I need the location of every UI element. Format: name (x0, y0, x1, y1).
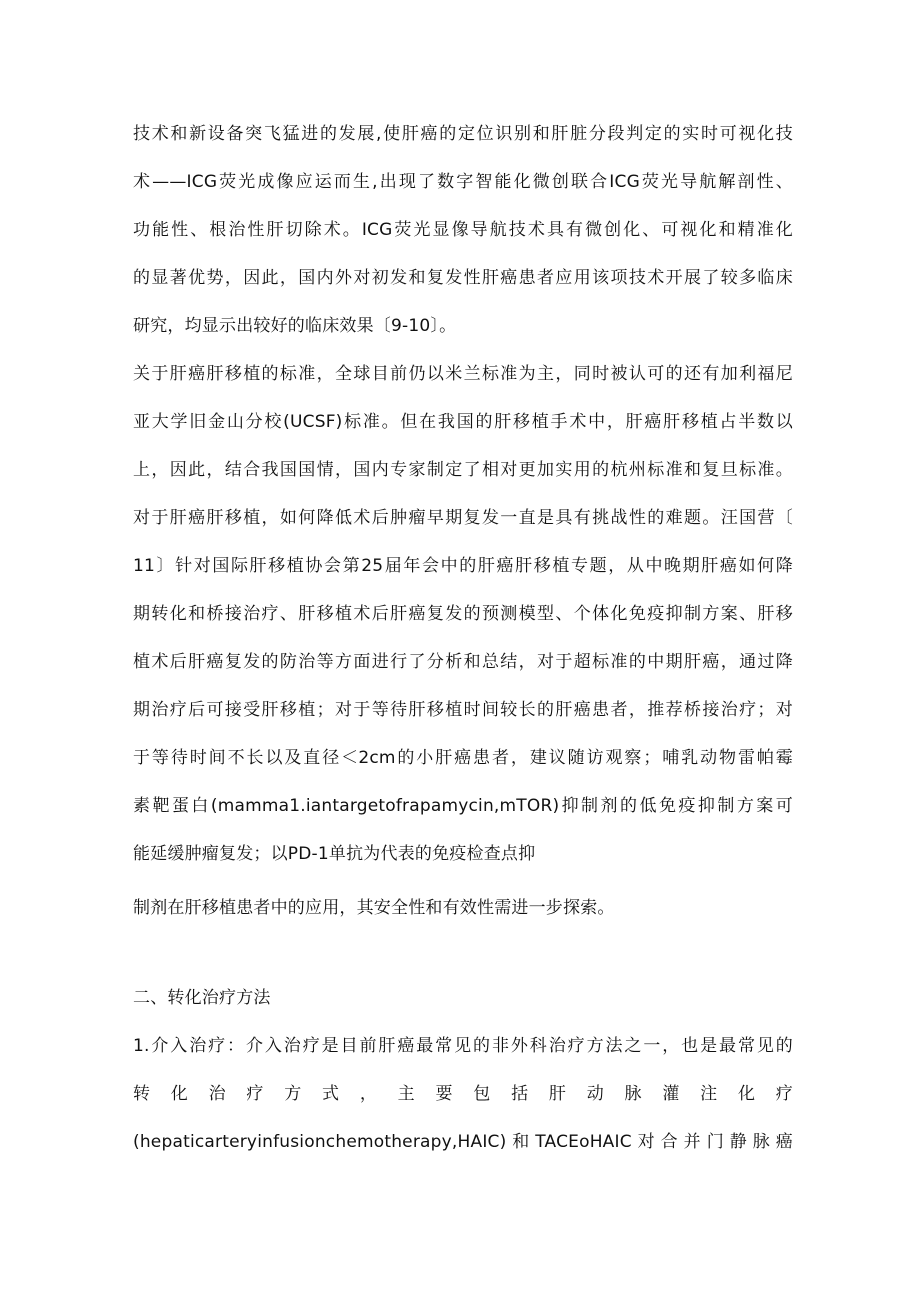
paragraph-line: 的显著优势，因此，国内外对初发和复发性肝癌患者应用该项技术开展了较多临床 (133, 268, 793, 288)
paragraph-line: 技术和新设备突飞猛进的发展,使肝癌的定位识别和肝脏分段判定的实时可视化技 (133, 124, 793, 144)
paragraph-line: 上，因此，结合我国国情，国内专家制定了相对更加实用的杭州标准和复旦标准。 (133, 460, 793, 480)
paragraph-line: 植术后肝癌复发的防治等方面进行了分析和总结，对于超标准的中期肝癌，通过降 (133, 652, 793, 672)
paragraph-line: 制剂在肝移植患者中的应用，其安全性和有效性需进一步探索。 (133, 898, 615, 918)
section-line: 转 化 治 疗 方 式 ， 主 要 包 括 肝 动 脉 灌 注 化 疗 (133, 1084, 793, 1104)
paragraph-line: 对于肝癌肝移植，如何降低术后肿瘤早期复发一直是具有挑战性的难题。汪国营〔 (133, 508, 793, 528)
paragraph-line: 于等待时间不长以及直径＜2cm的小肝癌患者，建议随访观察；哺乳动物雷帕霉 (133, 748, 793, 768)
paragraph-line: 11〕针对国际肝移植协会第25届年会中的肝癌肝移植专题，从中晚期肝癌如何降 (133, 556, 793, 576)
paragraph-line: 术——ICG荧光成像应运而生,出现了数字智能化微创联合ICG荧光导航解剖性、 (133, 172, 793, 192)
paragraph-line: 能延缓肿瘤复发；以PD-1单抗为代表的免疫检查点抑 (133, 844, 536, 864)
section-heading: 二、转化治疗方法 (133, 988, 271, 1008)
paragraph-line: 关于肝癌肝移植的标准，全球目前仍以米兰标准为主，同时被认可的还有加利福尼 (133, 364, 793, 384)
paragraph-line: 期治疗后可接受肝移植；对于等待肝移植时间较长的肝癌患者，推荐桥接治疗；对 (133, 700, 793, 720)
section-line: (hepaticarteryinfusionchemotherapy,HAIC)和TACEoHAIC对合并门静脉癌 (133, 1132, 793, 1152)
paragraph-line: 素靶蛋白(mamma1.iantargetofrapamycin,mTOR)抑制剂的低免疫抑制方案可 (133, 796, 793, 816)
paragraph-line: 功能性、根治性肝切除术。ICG荧光显像导航技术具有微创化、可视化和精准化 (133, 220, 793, 240)
section-line: 1.介入治疗：介入治疗是目前肝癌最常见的非外科治疗方法之一，也是最常见的 (133, 1036, 793, 1056)
paragraph-line: 研究，均显示出较好的临床效果〔9-10〕。 (133, 316, 457, 336)
paragraph-line: 亚大学旧金山分校(UCSF)标准。但在我国的肝移植手术中，肝癌肝移植占半数以 (133, 412, 793, 432)
paragraph-line: 期转化和桥接治疗、肝移植术后肝癌复发的预测模型、个体化免疫抑制方案、肝移 (133, 604, 793, 624)
